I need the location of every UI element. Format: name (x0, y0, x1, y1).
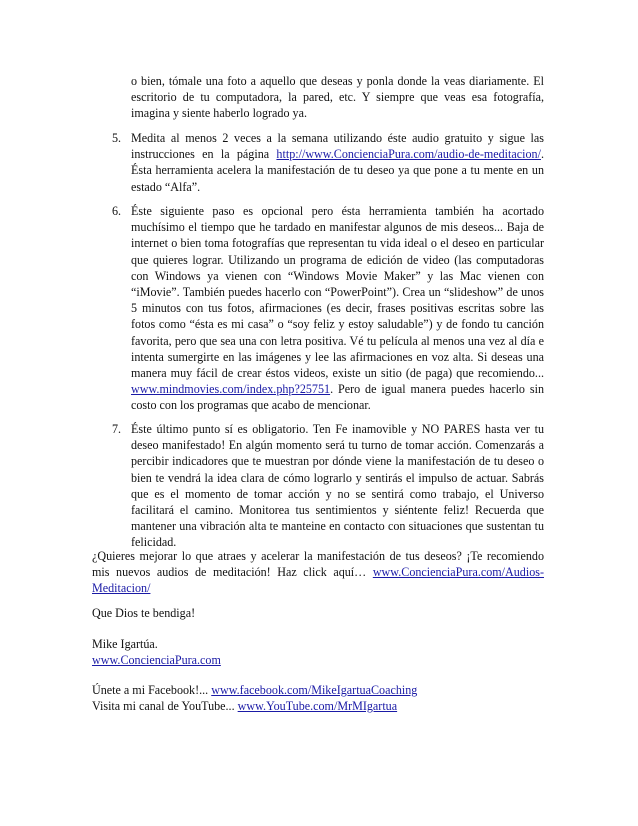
audio-recommendation (92, 548, 544, 597)
youtube-link[interactable]: www.YouTube.com/MrMIgartua (237, 699, 398, 713)
author-name: Mike Igartúa. (92, 637, 158, 651)
item-4-continuation: o bien, tómale una foto a aquello que deseas y ponla donde la veas diariamente. El escritorio de tu computadora, la pared, etc. Y siempre que veas esa fotografía, imagina y siente haberlo logrado ya. (131, 74, 544, 121)
audio-recommendation-text: ¿Quieres mejorar lo que atraes y acelerar la manifestación de tus deseos? ¡Te recomiendo mis nuevos audios de meditación! Haz click aquí… (92, 549, 544, 580)
facebook-line (92, 682, 544, 698)
author-site-link[interactable]: www.ConcienciaPura.com (92, 653, 221, 667)
list-item-7 (131, 421, 544, 551)
list-item-6-text-end: . Pero de igual manera puedes hacerlo sin costo con los programas que acabo de mencionar. (131, 382, 544, 413)
list-item-5-text: Medita al menos 2 veces a la semana utilizando éste audio gratuito y sigue las instrucciones en la página (131, 131, 544, 162)
youtube-line (92, 698, 544, 714)
list-item-5-text-end: . Ésta herramienta acelera la manifestación de tu deseo ya que pone a tu mente en un estado “Alfa”. (131, 147, 544, 194)
list-number-6: 6. (112, 204, 122, 218)
list-number-7: 7. (112, 422, 122, 436)
youtube-label: Visita mi canal de YouTube... (92, 699, 238, 713)
meditation-audio-link[interactable]: http://www.ConcienciaPura.com/audio-de-meditacion/ (276, 147, 541, 162)
audios-meditacion-link[interactable]: www.ConcienciaPura.com/Audios-Meditacion/ (92, 565, 544, 596)
blessing-text: Que Dios te bendiga! (92, 606, 196, 620)
facebook-label: Únete a mi Facebook!... (92, 683, 212, 697)
list-item-7-text: Éste último punto sí es obligatorio. Ten Fe inamovible y NO PARES hasta ver tu deseo manifestado! En algún momento será tu turno de tomar acción. Comenzarás a percibir indicadores que te muestran por dónde viene la manifestación de tu deseo o bien te vendrá la idea clara de cómo lograrlo y sentirás el impulso de actuar. Sabrás que es el momento de tomar acción y no se sentirá como trabajo, el Universo facilitará el camino. Monitorea tus sentimientos y siéntente feliz! Recuerda que mantener una vibración alta te manteine en contacto con situaciones que sustentan tu felicidad. (131, 422, 544, 550)
list-item-5 (131, 130, 544, 195)
mindmovies-link[interactable]: www.mindmovies.com/index.php?25751 (131, 382, 331, 397)
list-item-6-text: Éste siguiente paso es opcional pero ésta herramienta también ha acortado muchísimo el tiempo que he tardado en manifestar algunos de mis deseos... Baja de internet o bien toma fotografías que representan tu vida ideal o el deseo en particular que quieres lograr. Utilizando un programa de edición de video (las computadoras con Windows ya vienen con “Windows Movie Maker” y las Mac vienen con “iMovie”. También puedes hacerlo con “PowerPoint”). Crea un “slideshow” de unos 5 minutos con tus fotos, afirmaciones (es decir, frases positivas escritas sobre las fotos como “ésta es mi casa” o “soy feliz y estoy saludable”) y de fondo tu canción favorita, pero que sea una con letra positiva. Vé tu película al menos una vez al día e intenta sumergirte en las imágenes y lee las afirmaciones en voz alta. Si deseas una manera muy fácil de crear éstos videos, existe un sitio (de paga) que recomiendo... (131, 204, 544, 381)
facebook-link[interactable]: www.facebook.com/MikeIgartuaCoaching (211, 683, 418, 697)
list-number-5: 5. (112, 131, 122, 145)
list-item-6 (131, 203, 544, 414)
